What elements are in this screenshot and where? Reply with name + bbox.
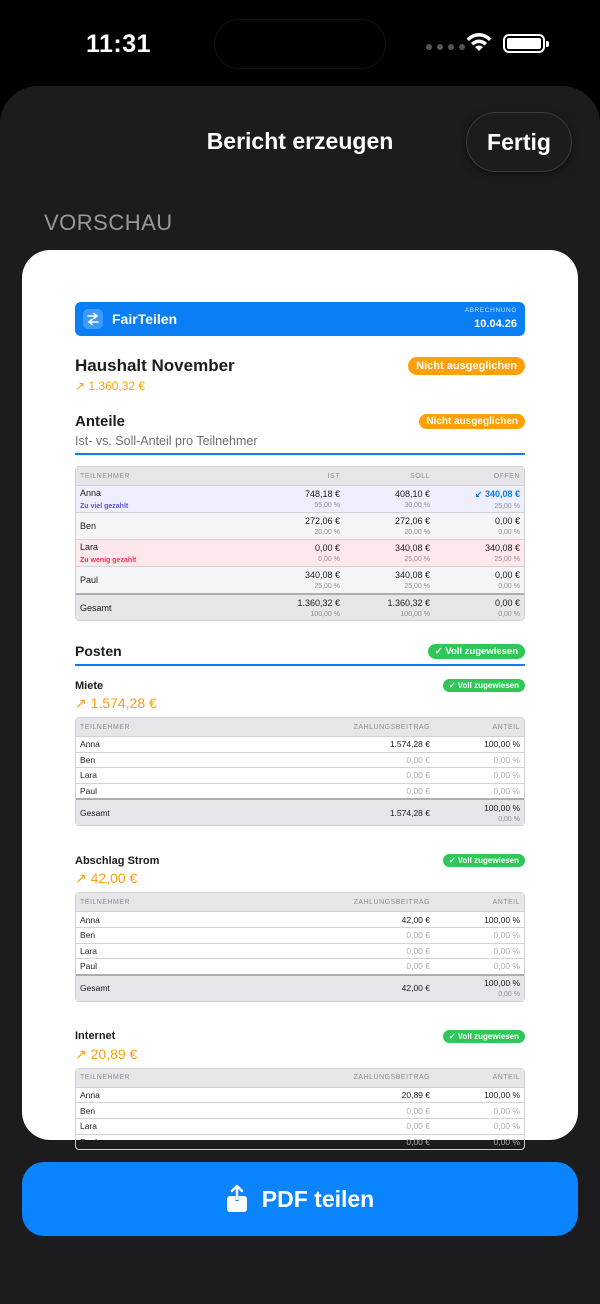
posten-amount: ↗ 42,00 € — [75, 870, 138, 887]
col-teilnehmer: TEILNEHMER — [80, 472, 131, 480]
participant-name: Lara — [80, 770, 98, 781]
section-divider — [75, 453, 525, 455]
share-value: 0,00 % — [493, 1105, 520, 1116]
posten-status-badge: ✓ Voll zugewiesen — [443, 1030, 525, 1043]
soll-total-percent: 100,00 % — [400, 610, 430, 618]
preview-section-label: VORSCHAU — [44, 210, 173, 235]
dynamic-island — [214, 19, 386, 69]
col-anteil: ANTEIL — [492, 1074, 520, 1082]
posten-status-badge: ✓ Voll zugewiesen — [443, 679, 525, 692]
posten-status-badge: ✓ Voll zugewiesen — [443, 854, 525, 867]
table-row — [76, 958, 524, 974]
payment-value: 0,00 € — [406, 930, 430, 941]
offen-percent: 25,00 % — [494, 556, 520, 563]
posten-name: Abschlag Strom — [75, 854, 160, 867]
participant-name: Lara — [80, 1121, 98, 1132]
col-ist: IST — [327, 472, 340, 480]
anteile-status-badge: Nicht ausgeglichen — [419, 414, 525, 429]
offen-percent: 25,00 % — [494, 502, 520, 510]
posten-table — [75, 1068, 525, 1150]
offen-value: 340,08 € — [484, 543, 520, 553]
posten-status-badge: ✓ Voll zugewiesen — [428, 644, 525, 659]
section-divider — [75, 664, 525, 666]
participant-name: Anna — [80, 488, 102, 498]
participant-name: Paul — [80, 1136, 98, 1147]
table-row — [76, 927, 524, 943]
posten-table — [75, 892, 525, 1001]
participant-name: Ben — [80, 930, 96, 941]
share-value: 0,00 % — [493, 961, 520, 972]
ist-value: 340,08 € — [304, 570, 340, 580]
share-icon — [226, 1185, 248, 1213]
anteile-title: Anteile — [75, 413, 126, 430]
table-header — [76, 893, 524, 911]
col-zahlungsbeitrag: ZAHLUNGSBEITRAG — [353, 898, 430, 906]
soll-value: 408,10 € — [394, 489, 430, 499]
posten-name: Internet — [75, 1030, 116, 1043]
status-badge: Nicht ausgeglichen — [408, 357, 525, 375]
table-header — [76, 718, 524, 736]
status-time: 11:31 — [86, 30, 152, 58]
participant-name: Anna — [80, 739, 100, 750]
payment-value: 0,00 € — [406, 1136, 430, 1147]
share-value: 0,00 % — [493, 754, 520, 765]
offen-total-percent: 0,00 % — [498, 610, 520, 618]
posten-title: Posten — [75, 643, 122, 659]
total-label: Gesamt — [80, 983, 110, 994]
share-value: 0,00 % — [493, 945, 520, 956]
participant-name: Paul — [80, 786, 98, 797]
table-row — [76, 485, 524, 512]
ist-value: 748,18 € — [304, 489, 340, 499]
table-row — [76, 512, 524, 539]
posten-list — [75, 679, 525, 1150]
payment-value: 0,00 € — [406, 770, 430, 781]
participant-name: Lara — [80, 945, 98, 956]
total-row — [76, 798, 524, 825]
soll-percent: 30,00 % — [404, 502, 430, 509]
table-row — [76, 752, 524, 768]
swap-arrows-icon — [83, 309, 103, 329]
status-bar — [0, 0, 600, 88]
offen-value: 0,00 € — [494, 516, 520, 526]
table-row — [76, 783, 524, 799]
brand-name: FairTeilen — [112, 311, 178, 327]
soll-percent: 25,00 % — [404, 556, 430, 563]
col-soll: SOLL — [410, 472, 430, 480]
ist-percent: 20,00 % — [314, 529, 340, 536]
offen-total: 0,00 € — [494, 597, 520, 608]
col-anteil: ANTEIL — [492, 723, 520, 731]
report-total: ↗ 1.360,32 € — [75, 379, 146, 393]
share-value: 100,00 % — [484, 1090, 520, 1101]
cellular-signal-icon — [426, 44, 465, 50]
soll-total: 1.360,32 € — [387, 597, 430, 608]
ist-percent: 25,00 % — [314, 583, 340, 590]
posten-amount: ↗ 20,89 € — [75, 1045, 138, 1062]
participant-name: Ben — [80, 1105, 96, 1116]
share-value: 0,00 % — [493, 786, 520, 797]
total-share-sub: 0,00 % — [498, 815, 520, 823]
col-anteil: ANTEIL — [492, 898, 520, 906]
col-teilnehmer: TEILNEHMER — [80, 1074, 131, 1082]
participant-name: Lara — [80, 542, 99, 552]
table-row — [76, 767, 524, 783]
payment-value: 0,00 € — [406, 754, 430, 765]
offen-value: ↙ 340,08 € — [474, 488, 520, 499]
total-payment: 42,00 € — [401, 983, 430, 994]
share-pdf-button[interactable] — [22, 1162, 578, 1236]
table-row — [76, 1118, 524, 1134]
posten-item — [75, 679, 525, 826]
table-row — [76, 1134, 524, 1150]
col-zahlungsbeitrag: ZAHLUNGSBEITRAG — [353, 723, 430, 731]
ist-total-percent: 100,00 % — [310, 610, 340, 618]
share-value: 0,00 % — [493, 930, 520, 941]
soll-percent: 25,00 % — [404, 583, 430, 590]
payment-value: 0,00 € — [406, 786, 430, 797]
total-label: Gesamt — [80, 602, 112, 613]
payment-value: 0,00 € — [406, 945, 430, 956]
participant-name: Ben — [80, 521, 97, 531]
total-row — [76, 974, 524, 1001]
participant-name: Paul — [80, 961, 98, 972]
wifi-icon — [465, 31, 493, 53]
table-row — [76, 911, 524, 927]
share-value: 0,00 % — [493, 1136, 520, 1147]
participant-name: Anna — [80, 1090, 100, 1101]
offen-percent: 0,00 % — [498, 529, 520, 536]
report-header — [75, 302, 525, 336]
anteile-table — [75, 466, 525, 621]
share-value: 100,00 % — [484, 739, 520, 750]
soll-value: 340,08 € — [394, 543, 430, 553]
share-label: PDF teilen — [261, 1185, 375, 1212]
table-row — [76, 943, 524, 959]
total-payment: 1.574,28 € — [389, 807, 430, 818]
anteile-subtitle: Ist- vs. Soll-Anteil pro Teilnehmer — [75, 434, 258, 448]
table-row — [76, 1087, 524, 1103]
payment-value: 0,00 € — [406, 961, 430, 972]
posten-amount: ↗ 1.574,28 € — [75, 695, 157, 711]
ist-total: 1.360,32 € — [297, 597, 340, 608]
row-note: Zu wenig gezahlt — [80, 557, 137, 564]
table-row — [76, 566, 524, 593]
table-header — [76, 1069, 524, 1087]
offen-percent: 0,00 % — [498, 583, 520, 590]
participant-name: Paul — [80, 575, 99, 585]
pdf-preview[interactable] — [22, 250, 578, 1147]
participant-name: Anna — [80, 914, 100, 925]
posten-name: Miete — [75, 679, 104, 692]
payment-value: 20,89 € — [401, 1090, 430, 1101]
share-value: 0,00 % — [493, 1121, 520, 1132]
col-teilnehmer: TEILNEHMER — [80, 723, 131, 731]
posten-table — [75, 717, 525, 826]
ist-value: 272,06 € — [304, 516, 340, 526]
col-teilnehmer: TEILNEHMER — [80, 898, 131, 906]
table-header — [76, 467, 524, 485]
table-row — [76, 1102, 524, 1118]
row-note: Zu viel gezahlt — [80, 503, 129, 510]
col-offen: OFFEN — [493, 472, 520, 480]
soll-percent: 20,00 % — [404, 529, 430, 536]
report-date: 10.04.26 — [474, 318, 517, 330]
posten-item — [75, 1030, 525, 1150]
sheet-title: Bericht erzeugen — [206, 128, 394, 154]
done-button[interactable]: Fertig — [466, 112, 572, 172]
payment-value: 1.574,28 € — [389, 739, 430, 750]
payment-value: 0,00 € — [406, 1121, 430, 1132]
total-label: Gesamt — [80, 807, 110, 818]
offen-value: 0,00 € — [494, 570, 520, 580]
share-value: 0,00 % — [493, 770, 520, 781]
battery-icon — [503, 34, 545, 53]
total-share-sub: 0,00 % — [498, 991, 520, 999]
total-row — [76, 593, 524, 620]
payment-value: 42,00 € — [401, 914, 430, 925]
payment-value: 0,00 € — [406, 1105, 430, 1116]
col-zahlungsbeitrag: ZAHLUNGSBEITRAG — [353, 1074, 430, 1082]
soll-value: 272,06 € — [394, 516, 430, 526]
table-row — [76, 539, 524, 566]
report-title: Haushalt November — [75, 356, 235, 375]
ist-percent: 0,00 % — [318, 556, 340, 563]
header-key: ABRECHNUNG — [464, 307, 517, 314]
posten-item — [75, 854, 525, 1001]
table-row — [76, 736, 524, 752]
soll-value: 340,08 € — [394, 570, 430, 580]
participant-name: Ben — [80, 754, 96, 765]
share-value: 100,00 % — [484, 914, 520, 925]
ist-percent: 55,00 % — [314, 502, 340, 509]
report-sheet — [0, 86, 600, 1304]
total-share: 100,00 % — [484, 802, 520, 813]
ist-value: 0,00 € — [314, 543, 340, 553]
total-share: 100,00 % — [484, 978, 520, 989]
report-document — [75, 302, 525, 1150]
